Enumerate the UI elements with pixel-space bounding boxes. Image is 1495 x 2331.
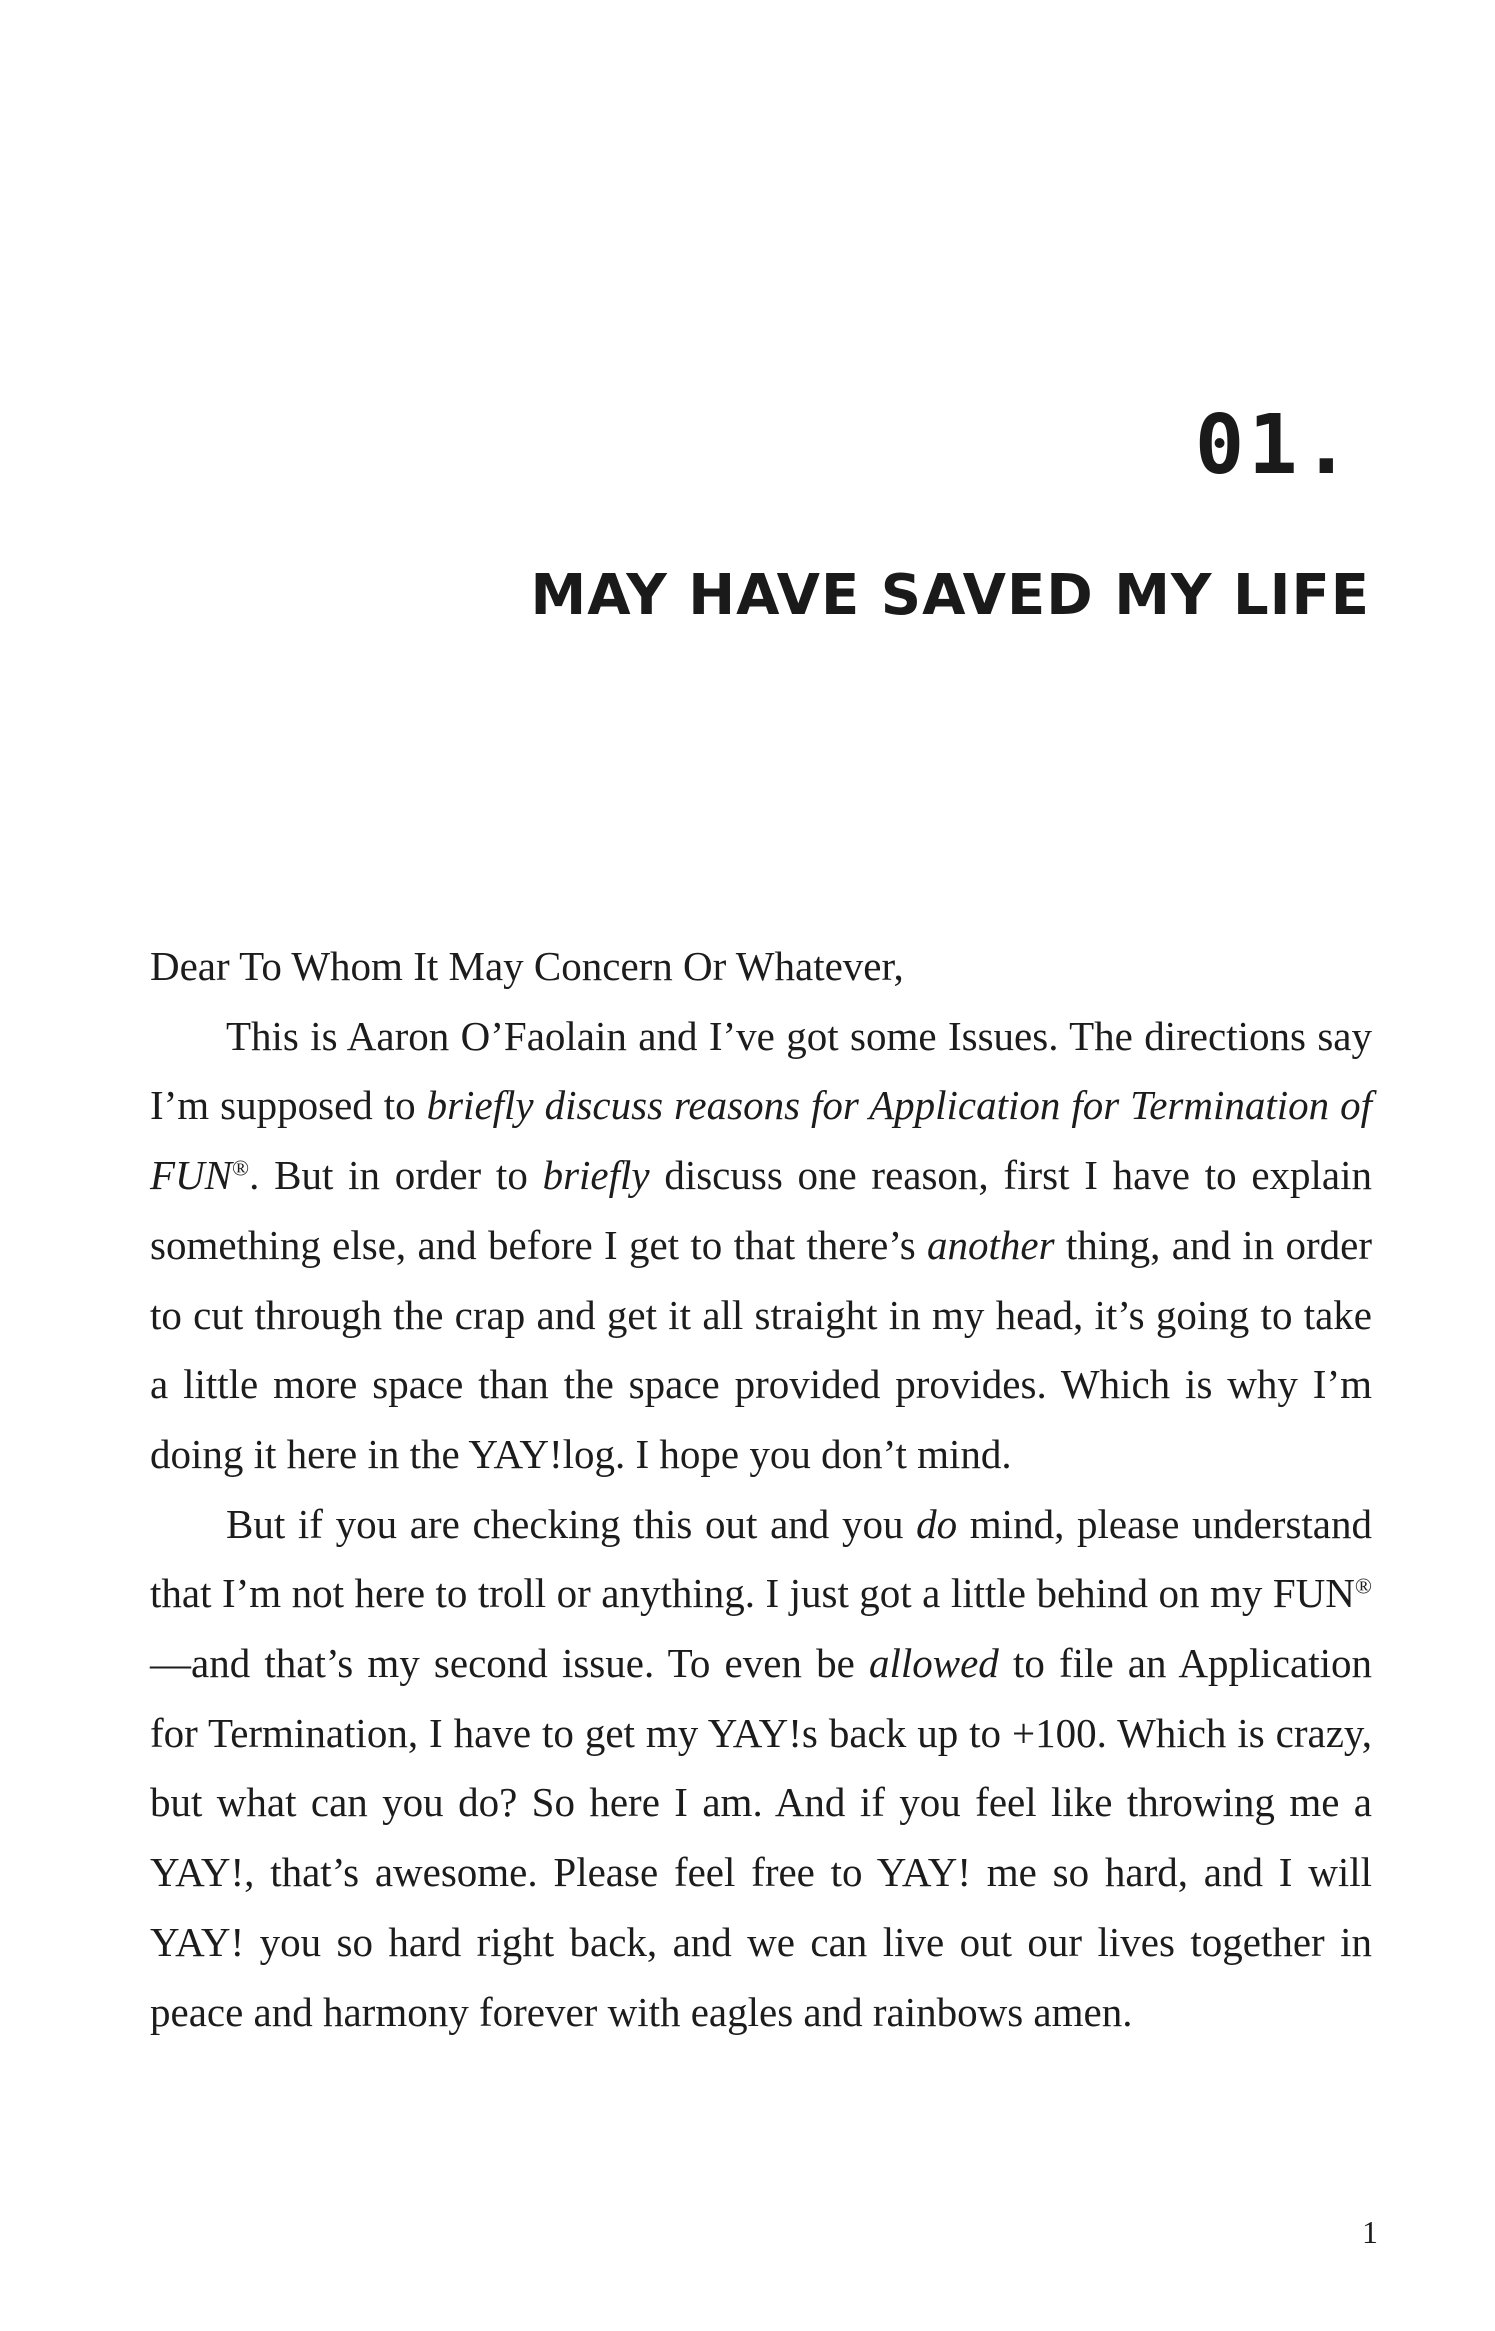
- emphasis-text: briefly discuss reasons for Application for Termination of FUN: [150, 1082, 1372, 1199]
- text-run: discuss one reason, first I have to explain something else, and before I get to that there’s: [150, 1152, 1372, 1268]
- text-run: —and that’s my second issue. To even be: [150, 1640, 869, 1687]
- chapter-number: 01.: [1194, 398, 1355, 493]
- registered-mark: ®: [1354, 1573, 1372, 1599]
- registered-mark: ®: [232, 1155, 250, 1181]
- text-run: This is Aaron O’Faolain and I’ve got some Issues. The directions say I’m supposed to: [150, 1012, 1372, 1129]
- emphasis-text: allowed: [868, 1640, 999, 1687]
- chapter-title: MAY HAVE SAVED MY LIFE: [530, 563, 1370, 628]
- text-run: . But in order to: [249, 1152, 543, 1199]
- paragraph-2: [150, 1490, 1372, 2048]
- emphasis-text: briefly: [542, 1152, 650, 1199]
- text-run: mind, please understand that I’m not here to troll or anything. I just got a little behind on my FUN: [150, 1500, 1372, 1617]
- text-run: thing, and in order to cut through the crap and get it all straight in my head, it’s going to take a little more space than the space provided provides. Which is why I’m doing it here in the YAY!log. I hope you don’t mind.: [150, 1221, 1372, 1477]
- paragraph-1: [150, 1002, 1372, 1490]
- text-run: But if you are checking this out and you: [226, 1500, 917, 1547]
- page-number: 1: [1362, 2214, 1378, 2250]
- text-run: to file an Application for Termination, I have to get my YAY!s back up to +100. Which is crazy, but what can you do? So here I am. And if you feel like throwing me a YAY!, that’s awesome. Please feel free to YAY! me so hard, and I will YAY! you so hard right back, and we can live out our lives together in peace and harmony forever with eagles and rainbows amen.: [150, 1640, 1372, 2035]
- salutation: Dear To Whom It May Concern Or Whatever,: [150, 943, 904, 989]
- emphasis-text: another: [927, 1221, 1055, 1268]
- body-text: [150, 932, 1372, 2047]
- emphasis-text: do: [916, 1500, 958, 1547]
